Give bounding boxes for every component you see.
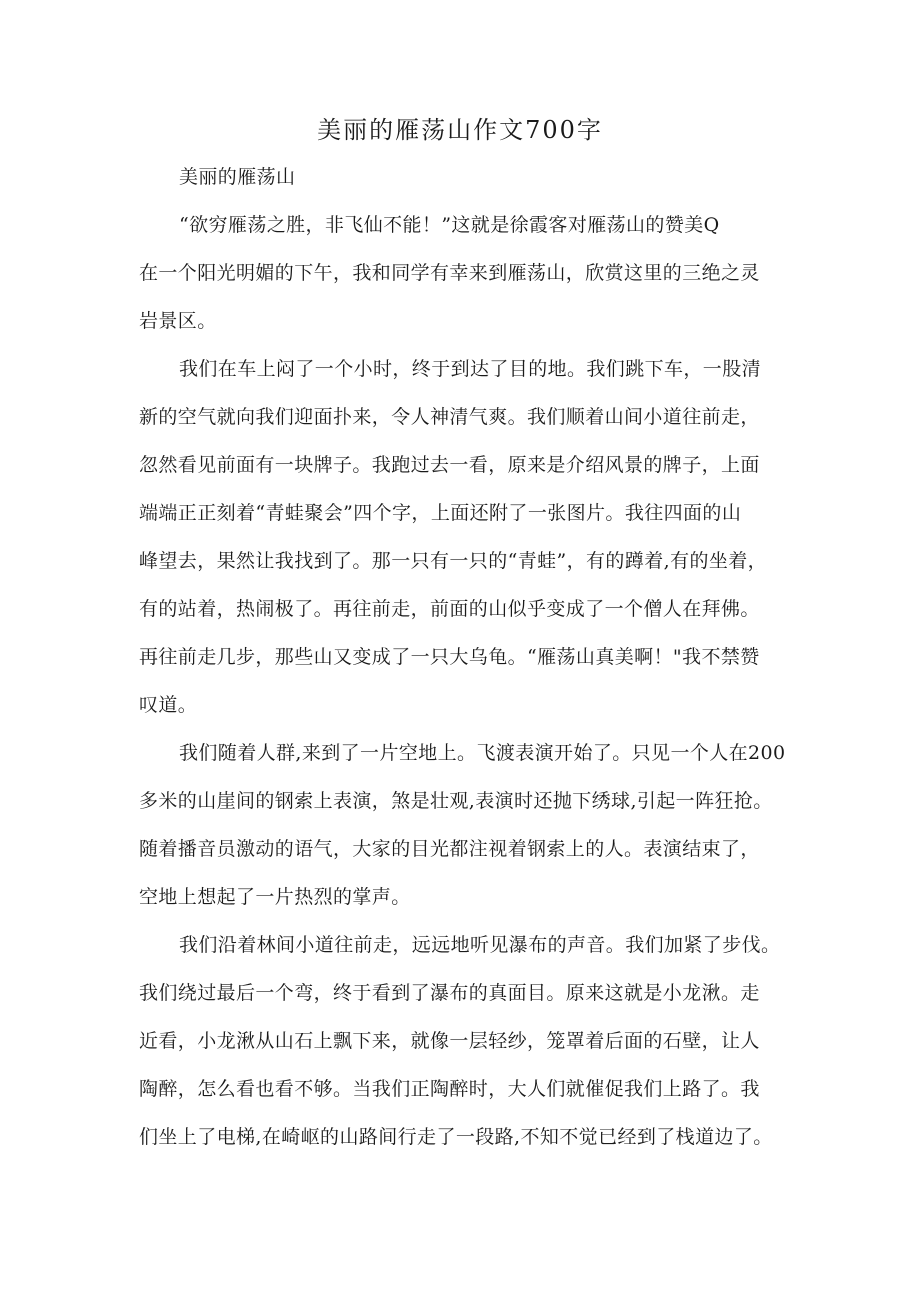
paragraph-2-line-7: 再往前走几步，那些山又变成了一只大乌龟。“雁荡山真美啊！"我不禁赞 <box>139 646 760 668</box>
paragraph-2-line-2: 新的空气就向我们迎面扑来，令人神清气爽。我们顺着山间小道往前走， <box>139 406 760 428</box>
paragraph-3-line-2: 多米的山崖间的钢索上表演，煞是壮观,表演时还抛下绣球,引起一阵狂抢。 <box>139 790 773 812</box>
paragraph-4-line-4: 陶醉，怎么看也看不够。当我们正陶醉时，大人们就催促我们上路了。我 <box>139 1078 760 1100</box>
paragraph-2-line-5: 峰望去，果然让我找到了。那一只有一只的“青蛙”，有的蹲着,有的坐着， <box>139 550 768 572</box>
paragraph-4-line-5: 们坐上了电梯,在崎岖的山路间行走了一段路,不知不觉已经到了栈道边了。 <box>139 1126 773 1148</box>
paragraph-2-line-4: 端端正正刻着“青蛙聚会”四个字，上面还附了一张图片。我往四面的山 <box>139 502 742 524</box>
paragraph-1-line-3: 岩景区。 <box>139 310 217 332</box>
paragraph-2-line-6: 有的站着，热闹极了。再往前走，前面的山似乎变成了一个僧人在拜佛。 <box>139 598 760 620</box>
paragraph-2-line-1: 我们在车上闷了一个小时，终于到达了目的地。我们跳下车，一股清 <box>179 358 762 380</box>
paragraph-1-line-1: “欲穷雁荡之胜，非飞仙不能！”这就是徐霞客对雁荡山的赞美Q <box>179 214 720 236</box>
paragraph-4-line-2: 我们绕过最后一个弯，终于看到了瀑布的真面目。原来这就是小龙湫。走 <box>139 982 760 1004</box>
paragraph-2-line-3: 忽然看见前面有一块牌子。我跑过去一看，原来是介绍风景的牌子，上面 <box>139 454 760 476</box>
paragraph-3-line-4: 空地上想起了一片热烈的掌声。 <box>139 886 411 908</box>
paragraph-4-line-3: 近看，小龙湫从山石上飘下来，就像一层轻纱，笼罩着后面的石壁，让人 <box>139 1030 760 1052</box>
paragraph-3-line-1: 我们随着人群,来到了一片空地上。飞渡表演开始了。只见一个人在200 <box>179 742 786 764</box>
paragraph-1-line-2: 在一个阳光明媚的下午，我和同学有幸来到雁荡山，欣赏这里的三绝之灵 <box>139 262 760 284</box>
document-title: 美丽的雁荡山作文700字 <box>317 116 603 144</box>
paragraph-2-line-8: 叹道。 <box>139 694 198 716</box>
document-subtitle: 美丽的雁荡山 <box>179 166 296 188</box>
paragraph-3-line-3: 随着播音员激动的语气，大家的目光都注视着钢索上的人。表演结束了， <box>139 838 760 860</box>
paragraph-4-line-1: 我们沿着林间小道往前走，远远地听见瀑布的声音。我们加紧了步伐。 <box>179 934 781 956</box>
